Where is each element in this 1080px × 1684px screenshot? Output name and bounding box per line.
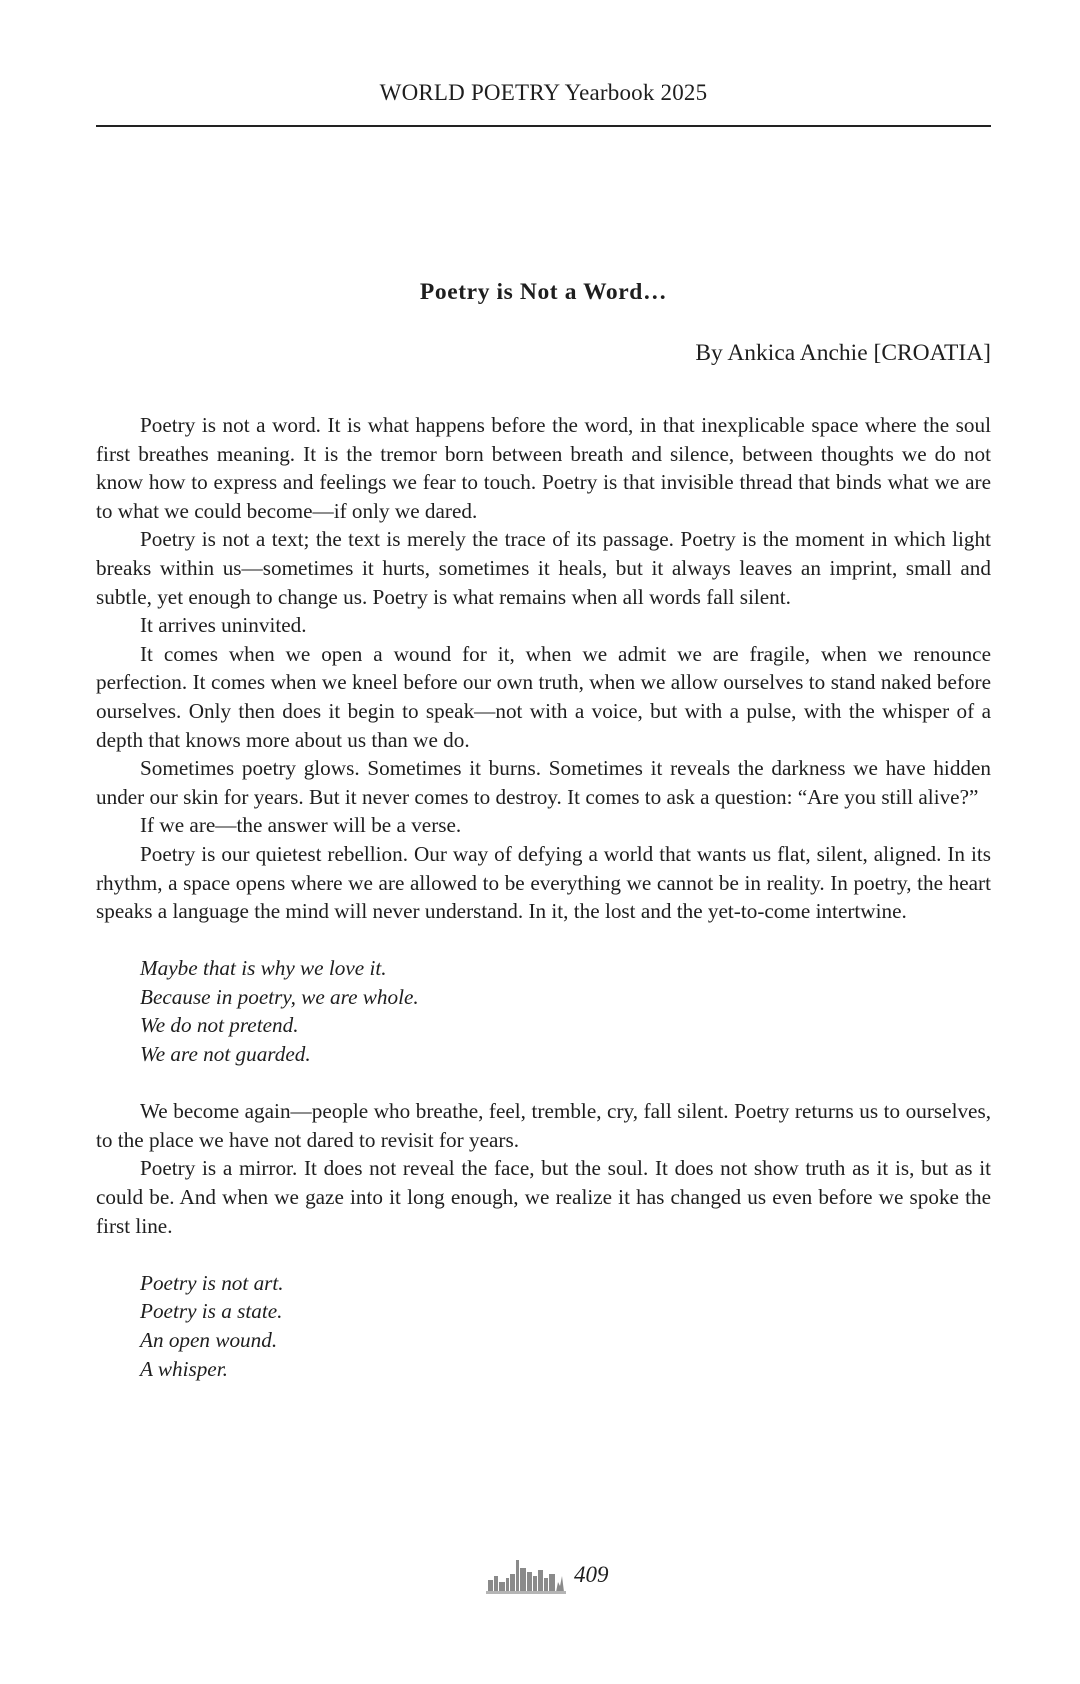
paragraph: It arrives uninvited. <box>140 613 307 638</box>
paragraph: Poetry is not a word. It is what happens before the word, in that inexplicable space where the soul first breathes meaning. It is the tremor born between breath and silence, between thoughts we do not know how to express and feelings we fear to touch. Poetry is that invisible thread that binds what we are to what we could become—if only we dared. <box>96 413 991 523</box>
article-body <box>96 411 991 1412</box>
stanza-2 <box>140 1269 991 1383</box>
paragraph: Poetry is a mirror. It does not reveal the face, but the soul. It does not show truth as it is, but as it could be. And when we gaze into it long enough, we realize it has changed us even before we spoke the first line. <box>96 1156 991 1238</box>
verse-line: We do not pretend. <box>140 1013 299 1038</box>
article-byline: By Ankica Anchie [CROATIA] <box>695 340 991 366</box>
verse-line: We are not guarded. <box>140 1042 311 1067</box>
paragraph: Sometimes poetry glows. Sometimes it burns. Sometimes it reveals the darkness we have hidden under our skin for years. But it never comes to destroy. It comes to ask a question: “Are you still alive?” <box>96 756 991 809</box>
verse-line: Maybe that is why we love it. <box>140 956 387 981</box>
verse-line: Poetry is a state. <box>140 1299 283 1324</box>
page-number: 409 <box>574 1562 609 1587</box>
paragraph: If we are—the answer will be a verse. <box>140 813 462 838</box>
verse-line: Poetry is not art. <box>140 1270 284 1295</box>
stanza-1 <box>140 954 991 1068</box>
paragraph: Poetry is our quietest rebellion. Our way of defying a world that wants us flat, silent, aligned. In its rhythm, a space opens where we are allowed to be everything we cannot be in reality. In poetry, the heart speaks a language the mind will never understand. In it, the lost and the yet-to-come intertwine. <box>96 841 991 924</box>
verse-line: A whisper. <box>140 1356 228 1381</box>
page-footer <box>484 1556 664 1596</box>
running-header: WORLD POETRY Yearbook 2025 <box>379 80 708 105</box>
city-skyline-icon <box>484 1556 570 1596</box>
paragraph: It comes when we open a wound for it, when we admit we are fragile, when we renounce perfection. It comes when we kneel before our own truth, when we allow ourselves to stand naked before ourselves. Only then does it begin to speak—not with a voice, but with a pulse, with the whisper of a depth that knows more about us than we do. <box>96 641 991 752</box>
verse-line: Because in poetry, we are whole. <box>140 984 419 1009</box>
header-rule <box>96 125 991 127</box>
article-title: Poetry is Not a Word… <box>419 279 668 305</box>
verse-line: An open wound. <box>140 1328 278 1352</box>
paragraph: Poetry is not a text; the text is merely the trace of its passage. Poetry is the moment in which light breaks within us—sometimes it hurts, sometimes it heals, but it always leaves an imprint, small and subtle, yet enough to change us. Poetry is what remains when all words fall silent. <box>96 527 991 609</box>
paragraph: We become again—people who breathe, feel, tremble, cry, fall silent. Poetry returns us to ourselves, to the place we have not dared to revisit for years. <box>96 1099 991 1152</box>
